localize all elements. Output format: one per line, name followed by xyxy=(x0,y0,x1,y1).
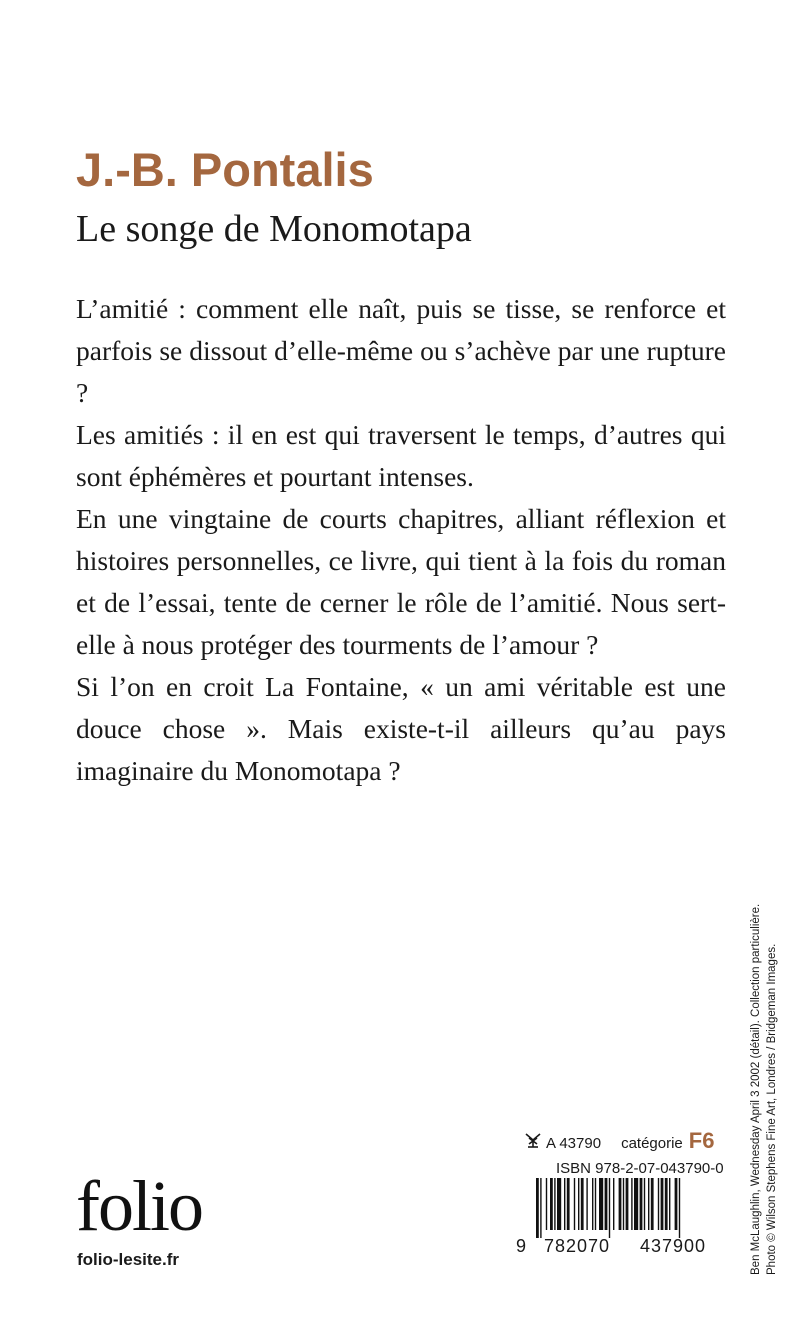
barcode-bar xyxy=(679,1178,680,1238)
barcode-bar xyxy=(564,1178,565,1230)
blurb-paragraph: En une vingtaine de courts chapitres, alliant réflexion et histoires personnelles, ce livre, qui tient à la fois du roman et de l’essai, tente de cerner le rôle de l’amitié. Nous sert-elle à nous protéger des tourments de l’amour ? xyxy=(76,503,726,660)
barcode-bar xyxy=(651,1178,654,1230)
barcode-bar xyxy=(546,1178,547,1230)
barcode-bar xyxy=(634,1178,638,1230)
blurb-paragraph: L’amitié : comment elle naît, puis se tisse, se renforce et parfois se dissout d’elle-même ou s’achève par une rupture ? xyxy=(76,293,726,408)
barcode-bar xyxy=(592,1178,593,1230)
barcode xyxy=(516,1178,732,1257)
barcode-bar xyxy=(648,1178,649,1230)
barcode-bar xyxy=(554,1178,555,1230)
photo-credit xyxy=(748,904,780,1275)
catalog-number: A 43790 xyxy=(546,1135,602,1152)
barcode-bar xyxy=(581,1178,584,1230)
credit-line: Ben McLaughlin, Wednesday April 3 2002 (détail). Collection particulière. xyxy=(750,903,762,1275)
barcode-bar xyxy=(665,1178,668,1230)
barcode-bar xyxy=(640,1178,643,1230)
barcode-bar xyxy=(613,1178,614,1230)
book-title: Le songe de Monomotapa xyxy=(76,208,472,250)
barcode-bar xyxy=(675,1178,678,1230)
barcode-bar xyxy=(586,1178,587,1230)
barcode-bar xyxy=(540,1178,541,1238)
barcode-bar xyxy=(619,1178,622,1230)
barcode-bar xyxy=(574,1178,575,1230)
category-label: catégorie xyxy=(621,1135,683,1152)
barcode-bar xyxy=(644,1178,645,1230)
barcode-digit-group: 782070 xyxy=(544,1236,611,1256)
folio-emblem-icon xyxy=(524,1132,542,1152)
barcode-digit-group: 437900 xyxy=(640,1236,707,1256)
barcode-bars xyxy=(536,1178,726,1238)
blurb-paragraph: Si l’on en croit La Fontaine, « un ami véritable est une douce chose ». Mais existe-t-il ailleurs qu’au pays imaginaire du Monomotapa ? xyxy=(76,671,726,786)
barcode-digits xyxy=(516,1236,732,1257)
barcode-bar xyxy=(536,1178,539,1238)
barcode-bar xyxy=(550,1178,553,1230)
category-value: F6 xyxy=(688,1128,715,1153)
folio-logo: folio xyxy=(76,1166,202,1246)
website-link[interactable]: folio-lesite.fr xyxy=(77,1250,180,1269)
barcode-bar xyxy=(595,1178,596,1230)
barcode-bar xyxy=(658,1178,659,1230)
barcode-digit-group: 9 xyxy=(516,1236,528,1256)
barcode-bar xyxy=(599,1178,603,1230)
barcode-bar xyxy=(605,1178,608,1230)
barcode-bar xyxy=(661,1178,664,1230)
back-cover-blurb xyxy=(76,288,726,792)
catalog-row xyxy=(524,1128,724,1158)
isbn: ISBN 978-2-07-043790-0 xyxy=(556,1160,724,1177)
barcode-bar xyxy=(631,1178,632,1230)
credit-line: Photo © Wilson Stephens Fine Art, Londres / Bridgeman Images. xyxy=(766,943,778,1275)
barcode-bar xyxy=(626,1178,629,1230)
barcode-bar xyxy=(578,1178,579,1230)
barcode-bar xyxy=(609,1178,610,1238)
barcode-bar xyxy=(623,1178,624,1230)
barcode-bar xyxy=(567,1178,570,1230)
blurb-paragraph: Les amitiés : il en est qui traversent le temps, d’autres qui sont éphémères et pourtant intenses. xyxy=(76,419,726,492)
catalog-info xyxy=(524,1128,724,1177)
barcode-bar xyxy=(669,1178,670,1230)
author-name: J.-B. Pontalis xyxy=(76,143,374,196)
barcode-bar xyxy=(557,1178,561,1230)
